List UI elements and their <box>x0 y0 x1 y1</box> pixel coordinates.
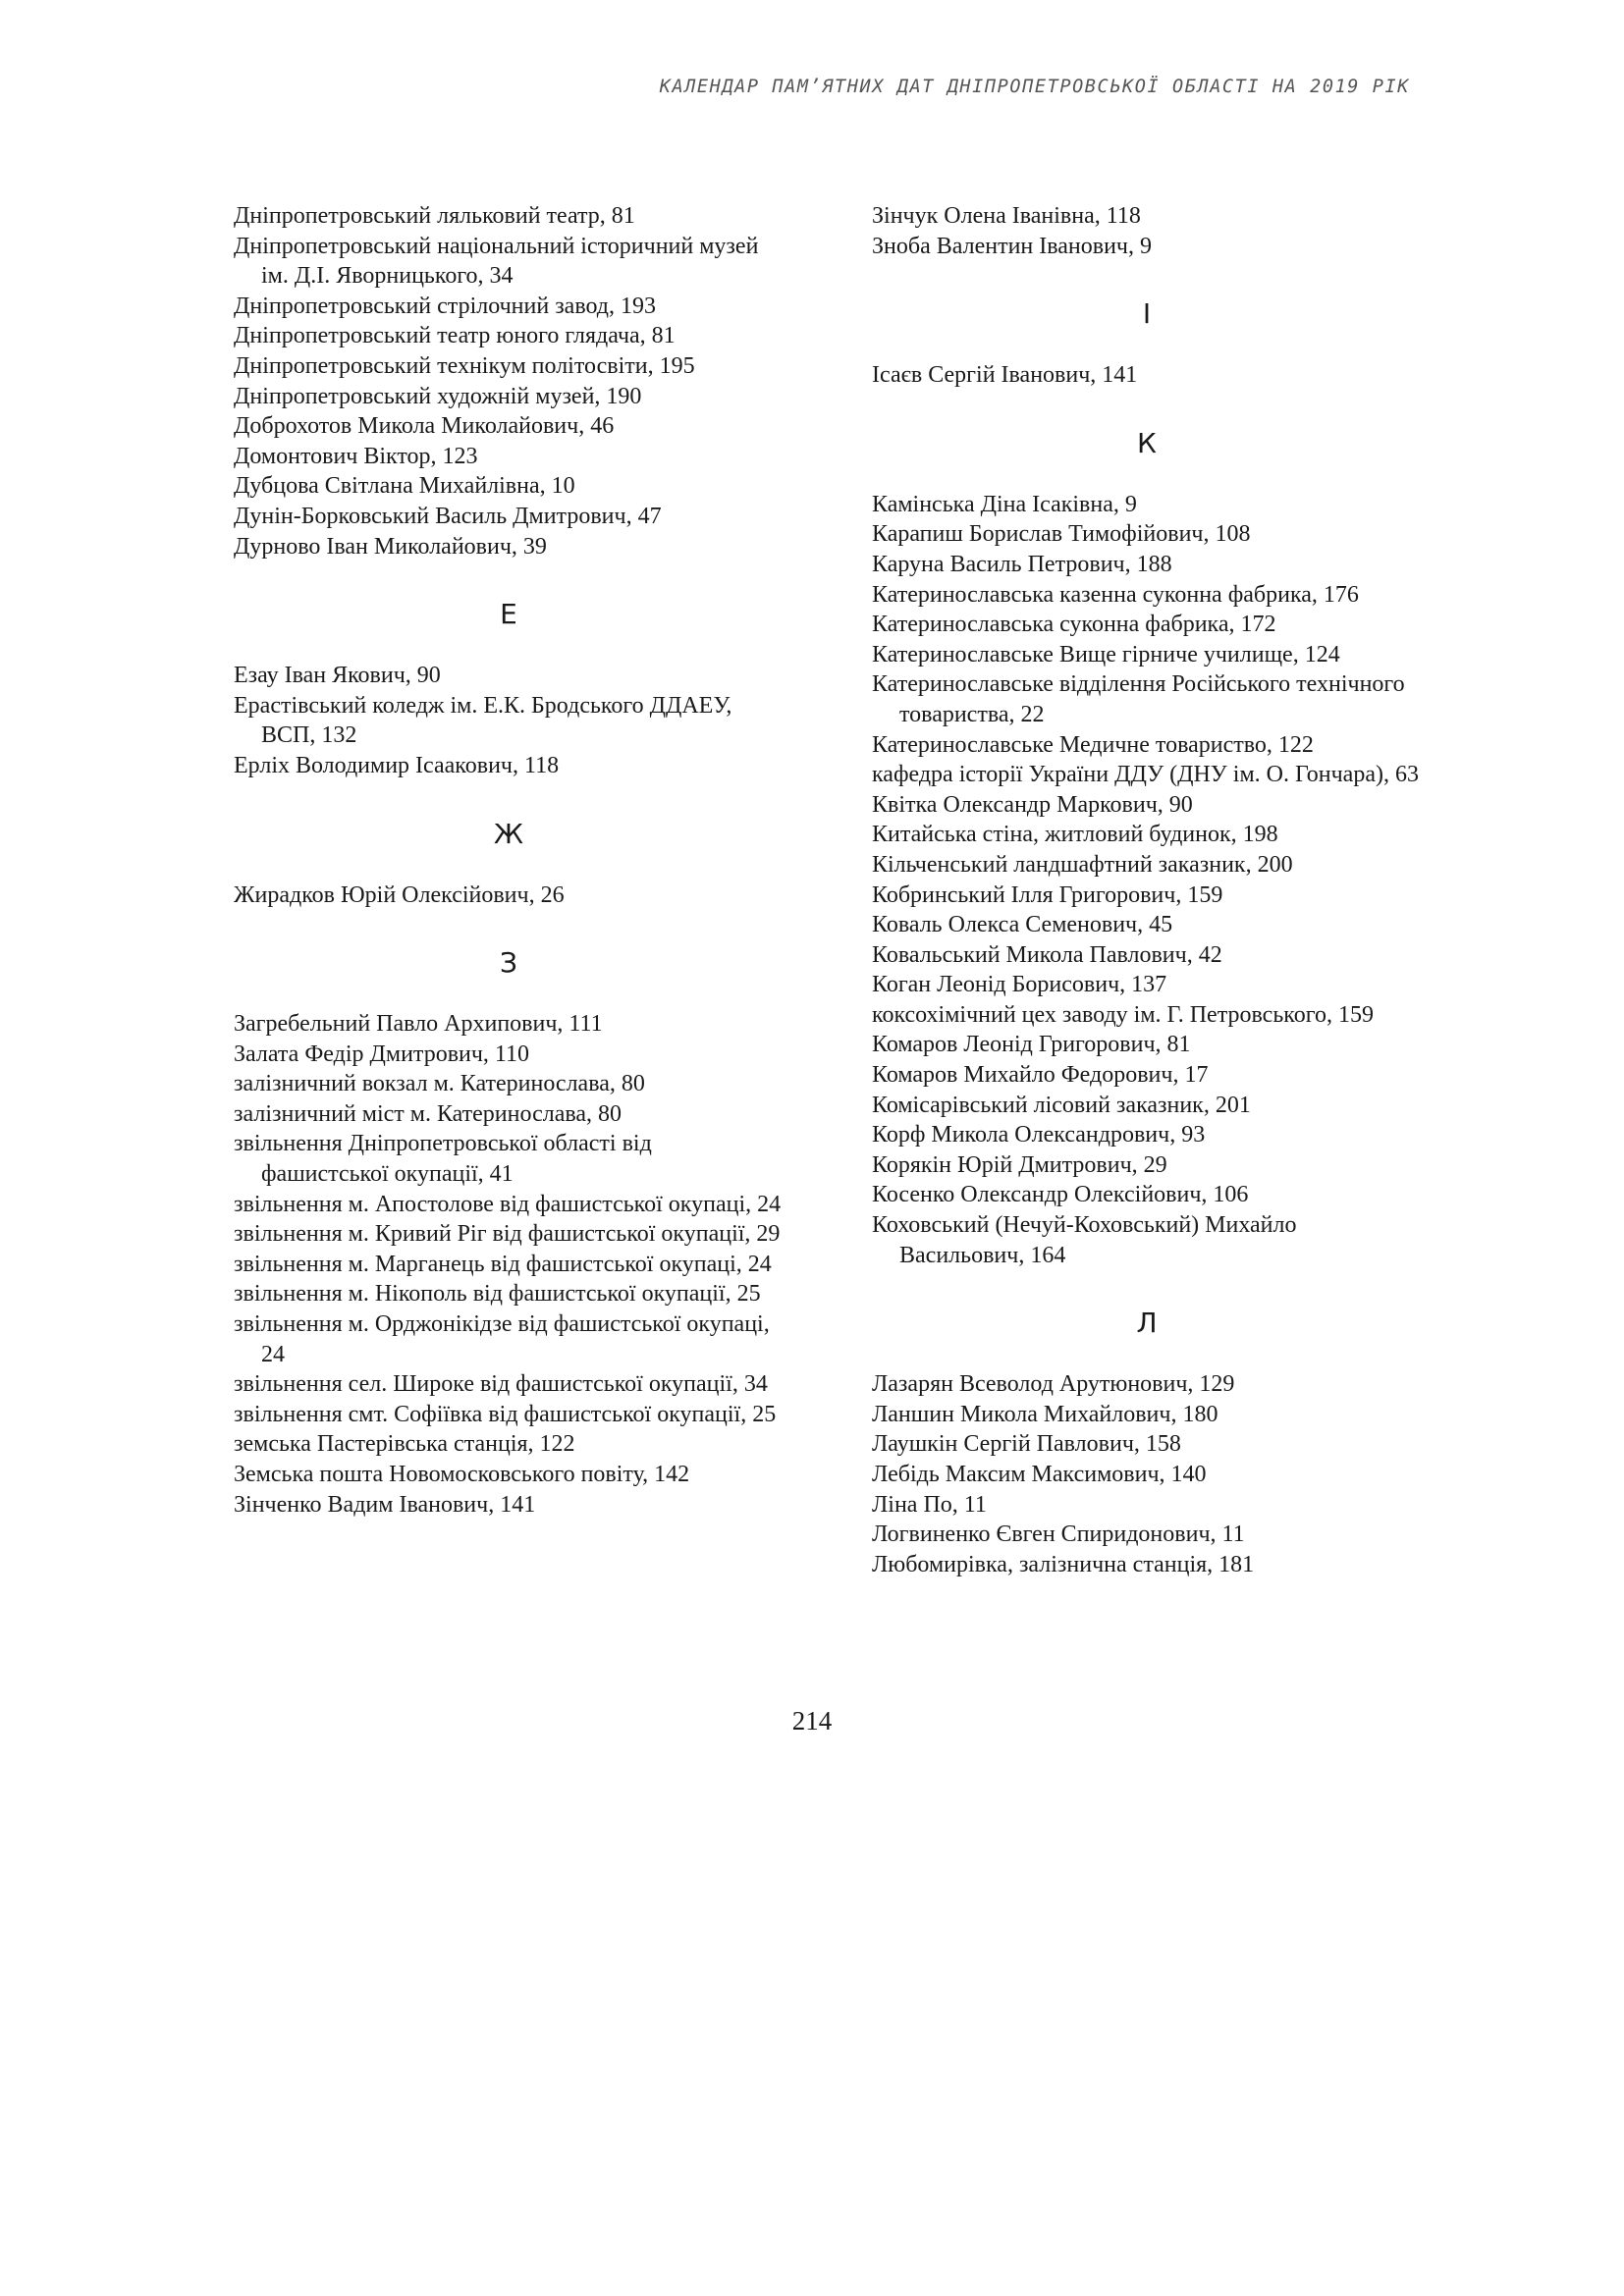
index-entry: Комаров Михайло Федорович, 17 <box>872 1062 1209 1089</box>
index-entry: Коваль Олекса Семенович, 45 <box>872 912 1173 938</box>
index-entry: Китайська стіна, житловий будинок, 198 <box>872 822 1278 848</box>
index-entry: Карапиш Борислав Тимофійович, 108 <box>872 521 1251 548</box>
index-entry: Ланшин Микола Михайлович, 180 <box>872 1401 1218 1427</box>
index-entry: звільнення м. Кривий Ріг від фашистської окупації, 29 <box>234 1221 781 1248</box>
section-letter: Ж <box>493 817 524 850</box>
index-entry: Загребельний Павло Архипович, 111 <box>234 1011 603 1038</box>
index-entry: Корякін Юрій Дмитрович, 29 <box>872 1151 1167 1178</box>
index-entry: Лебідь Максим Максимович, 140 <box>872 1462 1207 1487</box>
index-entry: Комісарівський лісовий заказник, 201 <box>872 1092 1251 1118</box>
index-entry: Камінська Діна Ісаківна, 9 <box>872 491 1137 517</box>
index-entry: Катеринославське Медичне товариство, 122 <box>872 731 1314 758</box>
index-entry: Катеринославська суконна фабрика, 172 <box>872 612 1276 638</box>
index-entry: звільнення м. Нікополь від фашистської окупації, 25 <box>234 1281 761 1308</box>
index-entry: Дніпропетровський національний історичний музей ім. Д.І. Яворницького, 34 <box>234 233 759 290</box>
index-entry: Дніпропетровський художній музей, 190 <box>234 383 642 409</box>
index-entry: Залата Федір Дмитрович, 110 <box>234 1041 530 1067</box>
section-letter: Л <box>1136 1307 1158 1340</box>
index-entry: Корф Микола Олександрович, 93 <box>872 1122 1206 1148</box>
index-entry: звільнення сел. Широке від фашистської окупації, 34 <box>234 1371 768 1398</box>
index-entry: Дубцова Світлана Михайлівна, 10 <box>234 473 575 500</box>
index-entry: Ерліх Володимир Ісаакович, 118 <box>234 752 560 778</box>
index-entry: Дніпропетровський театр юного глядача, 81 <box>234 323 676 349</box>
index-entry: Жирадков Юрій Олексійович, 26 <box>234 881 565 908</box>
index-entry: Езау Іван Якович, 90 <box>234 663 441 689</box>
index-entry: Домонтович Віктор, 123 <box>234 443 478 469</box>
index-entry: звільнення смт. Софіївка від фашистської окупації, 25 <box>234 1401 777 1427</box>
index-entry: Дніпропетровський стрілочний завод, 193 <box>234 293 657 319</box>
index-entry: Любомирівка, залізнична станція, 181 <box>872 1551 1255 1577</box>
index-entry: залізничний вокзал м. Катеринослава, 80 <box>234 1071 645 1097</box>
index-entry: Зноба Валентин Іванович, 9 <box>872 233 1152 259</box>
page-number: 214 <box>791 1706 833 1735</box>
section-letter: Е <box>500 598 517 631</box>
index-entry: Кобринський Ілля Григорович, 159 <box>872 881 1223 908</box>
index-entry: Катеринославське Вище гірниче училище, 124 <box>872 641 1340 667</box>
index-entry: Кільченський ландшафтний заказник, 200 <box>872 851 1293 878</box>
index-entry: Катеринославське відділення Російського технічного товариства, 22 <box>872 671 1405 727</box>
index-entry: Ліна По, 11 <box>872 1491 987 1518</box>
section-letter: І <box>1142 297 1152 331</box>
section-letter: З <box>500 946 517 980</box>
index-entry: Квітка Олександр Маркович, 90 <box>872 791 1193 818</box>
index-column-right <box>872 201 1422 1579</box>
index-entry: Коховський (Нечуй-Коховський) Михайло Васильович, 164 <box>872 1212 1297 1268</box>
index-entry: Лаушкін Сергій Павлович, 158 <box>872 1431 1181 1458</box>
index-entry: звільнення м. Апостолове від фашистської окупаці, 24 <box>234 1191 782 1217</box>
index-entry: Косенко Олександр Олексійович, 106 <box>872 1182 1249 1208</box>
index-entry: Ерастівський коледж ім. Е.К. Бродського ДДАЕУ, ВСП, 132 <box>234 692 732 749</box>
section-letter: К <box>1137 426 1157 459</box>
index-entry: Доброхотов Микола Миколайович, 46 <box>234 413 615 440</box>
index-entry: Ковальський Микола Павлович, 42 <box>872 941 1222 968</box>
index-entry: коксохімічний цех заводу ім. Г. Петровського, 159 <box>872 1001 1374 1028</box>
index-entry: Земська пошта Новомосковського повіту, 142 <box>234 1462 690 1487</box>
index-entry: Ісаєв Сергій Іванович, 141 <box>872 362 1138 389</box>
index-entry: Зінченко Вадим Іванович, 141 <box>234 1491 536 1518</box>
index-entry: Дунін-Борковський Василь Дмитрович, 47 <box>234 503 662 529</box>
index-entry: залізничний міст м. Катеринослава, 80 <box>234 1100 623 1127</box>
running-header: КАЛЕНДАР ПАМ’ЯТНИХ ДАТ ДНІПРОПЕТРОВСЬКОЇ ОБЛАСТІ НА 2019 РІК <box>659 77 1410 97</box>
index-entry: звільнення м. Марганець від фашистської окупаці, 24 <box>234 1251 772 1277</box>
index-entry: кафедра історії України ДДУ (ДНУ ім. О. Гончара), 63 <box>872 762 1419 788</box>
index-entry: земська Пастерівська станція, 122 <box>234 1431 575 1458</box>
index-column-left <box>234 201 784 1520</box>
index-entry: Комаров Леонід Григорович, 81 <box>872 1032 1191 1058</box>
index-entry: Каруна Василь Петрович, 188 <box>872 551 1172 577</box>
index-entry: звільнення Дніпропетровської області від фашистської окупації, 41 <box>234 1131 652 1188</box>
index-entry: Дніпропетровський технікум політосвіти, 195 <box>234 352 695 379</box>
index-entry: Логвиненко Євген Спиридонович, 11 <box>872 1522 1245 1548</box>
index-entry: Дурново Іван Миколайович, 39 <box>234 533 547 560</box>
index-entry: Зінчук Олена Іванівна, 118 <box>872 203 1141 229</box>
index-entry: Коган Леонід Борисович, 137 <box>872 972 1167 998</box>
index-entry: Катеринославська казенна суконна фабрика, 176 <box>872 581 1359 608</box>
index-entry: Дніпропетровський ляльковий театр, 81 <box>234 203 635 229</box>
index-entry: Лазарян Всеволод Арутюнович, 129 <box>872 1371 1235 1398</box>
index-entry: звільнення м. Орджонікідзе від фашистської окупаці, 24 <box>234 1311 770 1367</box>
